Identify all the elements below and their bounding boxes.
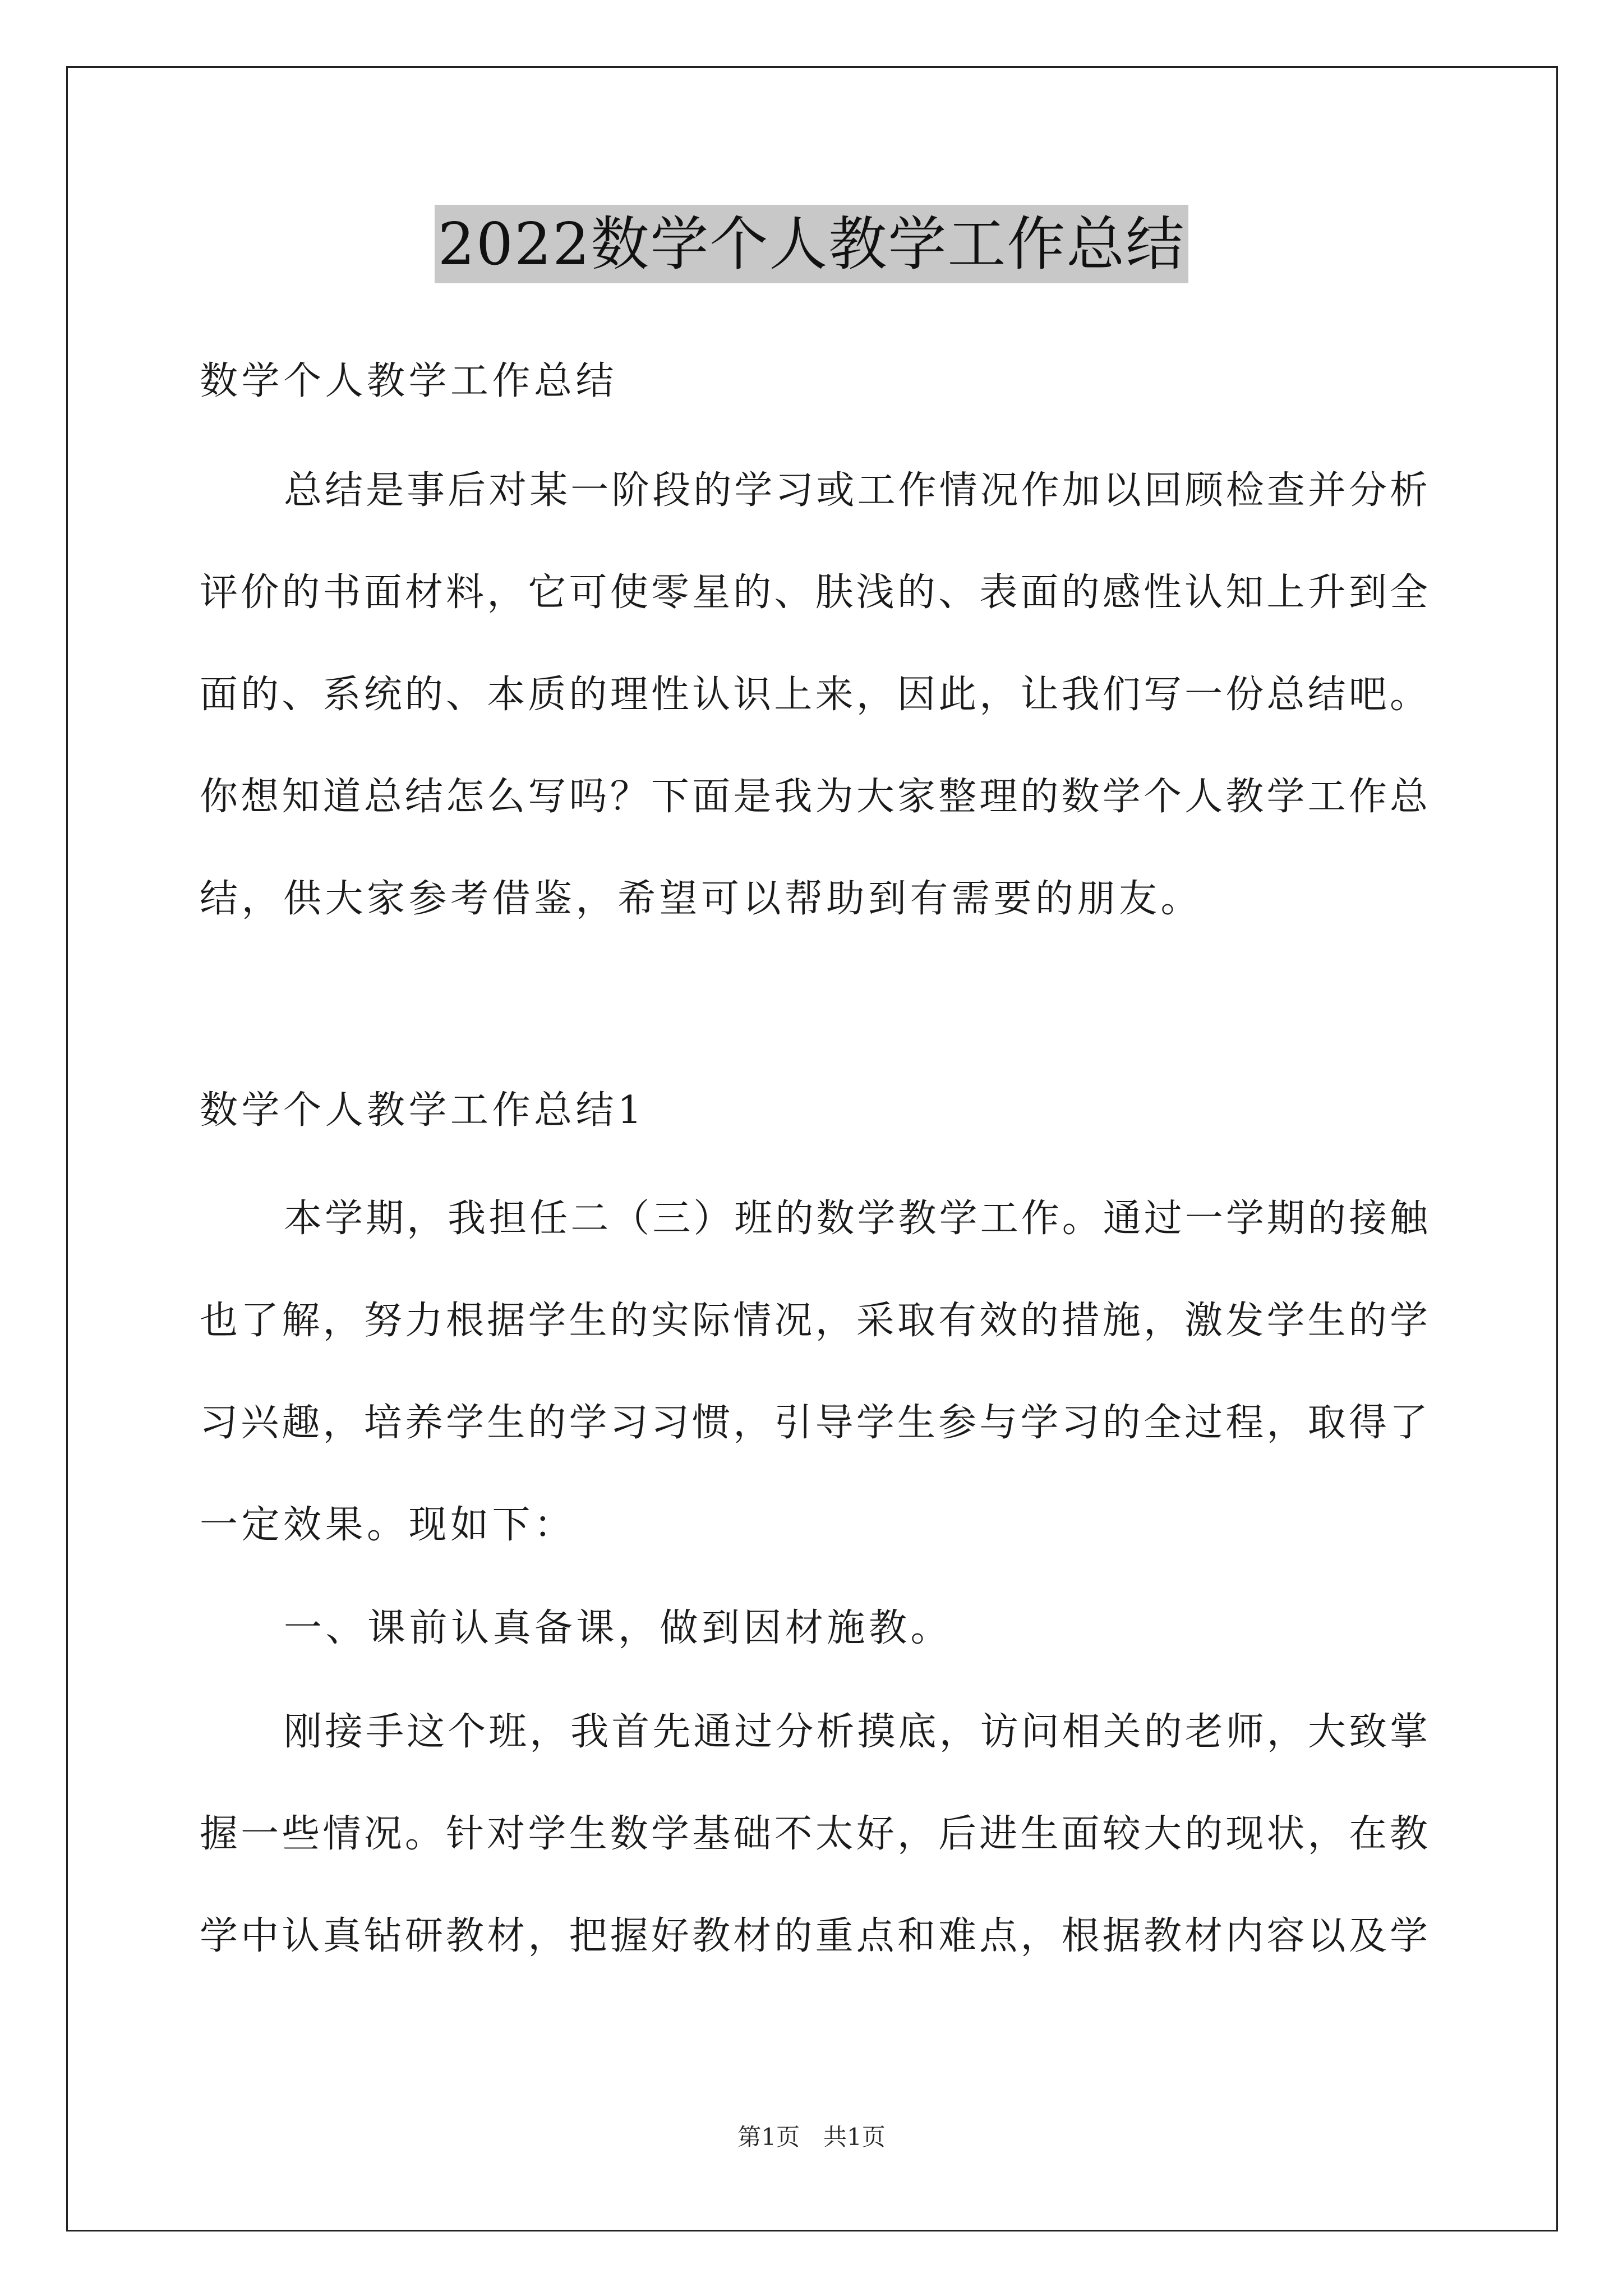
subheading: 一、课前认真备课，做到因材施教。 [284, 1606, 953, 1650]
paragraph-line: 总结是事后对某一阶段的学习或工作情况作加以回顾检查并分析 [284, 468, 1428, 513]
section-heading: 数学个人教学工作总结 [200, 359, 618, 403]
paragraph-line: 本学期，我担任二（三）班的数学教学工作。通过一学期的接触 [284, 1197, 1428, 1241]
section-heading: 数学个人教学工作总结1 [200, 1088, 645, 1133]
page-footer: 第1页 共1页 [737, 2123, 886, 2151]
paragraph-line: 刚接手这个班，我首先通过分析摸底，访问相关的老师，大致掌 [284, 1710, 1428, 1754]
paragraph-line: 你想知道总结怎么写吗？下面是我为大家整理的数学个人教学工作总 [200, 775, 1428, 819]
paragraph-line: 习兴趣，培养学生的学习习惯，引导学生参与学习的全过程，取得了 [200, 1401, 1428, 1445]
paragraph-line: 一定效果。现如下： [200, 1503, 576, 1547]
paragraph-line: 也了解，努力根据学生的实际情况，采取有效的措施，激发学生的学 [200, 1299, 1428, 1343]
paragraph-line: 握一些情况。针对学生数学基础不太好，后进生面较大的现状，在教 [200, 1812, 1428, 1856]
title-container [0, 205, 1623, 283]
document-title: 2022数学个人教学工作总结 [435, 205, 1189, 283]
paragraph-line: 评价的书面材料，它可使零星的、肤浅的、表面的感性认知上升到全 [200, 570, 1428, 615]
paragraph-line: 结，供大家参考借鉴，希望可以帮助到有需要的朋友。 [200, 877, 1203, 921]
paragraph-line: 面的、系统的、本质的理性认识上来，因此，让我们写一份总结吧。 [200, 673, 1428, 717]
paragraph-line: 学中认真钻研教材，把握好教材的重点和难点，根据教材内容以及学 [200, 1914, 1428, 1958]
